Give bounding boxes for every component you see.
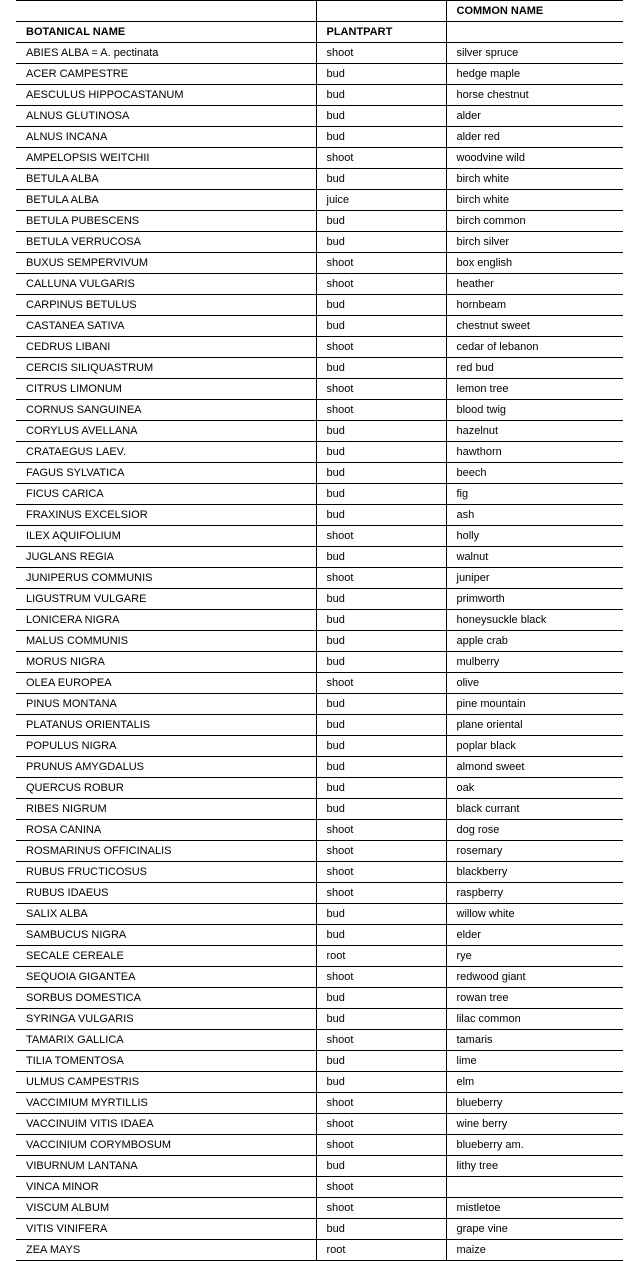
common-name-cell: plane oriental [446, 715, 623, 736]
common-name-cell: pine mountain [446, 694, 623, 715]
common-name-cell: poplar black [446, 736, 623, 757]
plantpart-cell: shoot [316, 526, 446, 547]
common-name-cell: black currant [446, 799, 623, 820]
table-row [16, 106, 623, 127]
common-name-cell: rye [446, 946, 623, 967]
common-name-cell: rosemary [446, 841, 623, 862]
botanical-name-cell: CASTANEA SATIVA [16, 316, 316, 337]
botanical-name-cell: ROSA CANINA [16, 820, 316, 841]
common-name-cell: blood twig [446, 400, 623, 421]
botanical-name-cell: SALIX ALBA [16, 904, 316, 925]
table-row [16, 337, 623, 358]
plantpart-cell: bud [316, 736, 446, 757]
plantpart-cell: bud [316, 64, 446, 85]
plant-table [16, 0, 623, 1261]
botanical-name-cell: BETULA ALBA [16, 169, 316, 190]
plantpart-cell: bud [316, 1219, 446, 1240]
common-name-cell: hazelnut [446, 421, 623, 442]
botanical-name-cell: LONICERA NIGRA [16, 610, 316, 631]
table-row [16, 358, 623, 379]
table-row [16, 253, 623, 274]
table-row [16, 316, 623, 337]
botanical-name-cell: POPULUS NIGRA [16, 736, 316, 757]
common-name-cell: red bud [446, 358, 623, 379]
botanical-name-cell: BUXUS SEMPERVIVUM [16, 253, 316, 274]
table-row [16, 1240, 623, 1261]
table-row [16, 547, 623, 568]
common-name-cell: blueberry am. [446, 1135, 623, 1156]
common-name-cell: cedar of lebanon [446, 337, 623, 358]
table-row [16, 715, 623, 736]
table-row [16, 379, 623, 400]
plantpart-cell: bud [316, 1051, 446, 1072]
common-name-header: COMMON NAME [446, 1, 623, 22]
common-name-cell: lemon tree [446, 379, 623, 400]
table-row [16, 631, 623, 652]
botanical-name-cell: SECALE CEREALE [16, 946, 316, 967]
plantpart-cell: bud [316, 85, 446, 106]
plantpart-cell: bud [316, 106, 446, 127]
table-row [16, 841, 623, 862]
table-row [16, 1114, 623, 1135]
common-name-cell: alder [446, 106, 623, 127]
plantpart-cell: shoot [316, 253, 446, 274]
common-name-cell: alder red [446, 127, 623, 148]
common-name-cell: ash [446, 505, 623, 526]
table-row [16, 400, 623, 421]
table-row [16, 442, 623, 463]
table-row [16, 211, 623, 232]
table-row [16, 673, 623, 694]
common-name-cell: primworth [446, 589, 623, 610]
plantpart-cell: bud [316, 211, 446, 232]
plantpart-cell: bud [316, 547, 446, 568]
table-row [16, 883, 623, 904]
table-row [16, 64, 623, 85]
botanical-name-cell: RIBES NIGRUM [16, 799, 316, 820]
botanical-name-cell: SEQUOIA GIGANTEA [16, 967, 316, 988]
botanical-name-cell: OLEA EUROPEA [16, 673, 316, 694]
plantpart-cell: shoot [316, 274, 446, 295]
header-top-name-cell [16, 1, 316, 22]
botanical-name-cell: TAMARIX GALLICA [16, 1030, 316, 1051]
header-top-part-cell [316, 1, 446, 22]
botanical-name-cell: MALUS COMMUNIS [16, 631, 316, 652]
botanical-name-cell: VACCIMIUM MYRTILLIS [16, 1093, 316, 1114]
botanical-name-cell: PLATANUS ORIENTALIS [16, 715, 316, 736]
botanical-name-cell: TILIA TOMENTOSA [16, 1051, 316, 1072]
botanical-name-cell: AMPELOPSIS WEITCHII [16, 148, 316, 169]
botanical-name-cell: BETULA PUBESCENS [16, 211, 316, 232]
botanical-name-cell: SORBUS DOMESTICA [16, 988, 316, 1009]
botanical-name-cell: PRUNUS AMYGDALUS [16, 757, 316, 778]
botanical-name-cell: CORNUS SANGUINEA [16, 400, 316, 421]
plantpart-cell: shoot [316, 43, 446, 64]
common-name-cell: fig [446, 484, 623, 505]
table-row [16, 1177, 623, 1198]
botanical-name-cell: ABIES ALBA = A. pectinata [16, 43, 316, 64]
common-name-cell: birch white [446, 169, 623, 190]
plantpart-cell: shoot [316, 673, 446, 694]
plantpart-cell: root [316, 946, 446, 967]
botanical-name-cell: FRAXINUS EXCELSIOR [16, 505, 316, 526]
plantpart-cell: shoot [316, 337, 446, 358]
botanical-name-cell: CEDRUS LIBANI [16, 337, 316, 358]
header-common-cell [446, 22, 623, 43]
botanical-name-cell: ALNUS GLUTINOSA [16, 106, 316, 127]
plantpart-cell: bud [316, 610, 446, 631]
common-name-cell: heather [446, 274, 623, 295]
botanical-name-cell: CERCIS SILIQUASTRUM [16, 358, 316, 379]
table-row [16, 1198, 623, 1219]
botanical-name-cell: BETULA ALBA [16, 190, 316, 211]
botanical-name-cell: ULMUS CAMPESTRIS [16, 1072, 316, 1093]
plantpart-cell: shoot [316, 400, 446, 421]
common-name-cell: redwood giant [446, 967, 623, 988]
table-row [16, 799, 623, 820]
common-name-cell: chestnut sweet [446, 316, 623, 337]
plantpart-cell: shoot [316, 1114, 446, 1135]
common-name-cell: birch white [446, 190, 623, 211]
common-name-cell: hedge maple [446, 64, 623, 85]
plantpart-cell: root [316, 1240, 446, 1261]
common-name-cell: horse chestnut [446, 85, 623, 106]
plant-table-body [16, 1, 623, 1261]
common-name-cell: elm [446, 1072, 623, 1093]
plantpart-cell: bud [316, 1072, 446, 1093]
plantpart-cell: shoot [316, 148, 446, 169]
table-row [16, 127, 623, 148]
table-row [16, 526, 623, 547]
common-name-cell: almond sweet [446, 757, 623, 778]
common-name-cell: lithy tree [446, 1156, 623, 1177]
common-name-cell: woodvine wild [446, 148, 623, 169]
botanical-name-cell: QUERCUS ROBUR [16, 778, 316, 799]
table-row [16, 232, 623, 253]
common-name-cell: box english [446, 253, 623, 274]
common-name-cell: hornbeam [446, 295, 623, 316]
plantpart-cell: bud [316, 442, 446, 463]
plantpart-cell: bud [316, 505, 446, 526]
table-row [16, 1051, 623, 1072]
common-name-cell: honeysuckle black [446, 610, 623, 631]
common-name-cell [446, 1177, 623, 1198]
plantpart-cell: bud [316, 484, 446, 505]
common-name-cell: grape vine [446, 1219, 623, 1240]
table-header-row [16, 22, 623, 43]
plantpart-cell: bud [316, 652, 446, 673]
botanical-name-cell: JUNIPERUS COMMUNIS [16, 568, 316, 589]
table-row [16, 190, 623, 211]
common-name-cell: lime [446, 1051, 623, 1072]
botanical-name-cell: MORUS NIGRA [16, 652, 316, 673]
table-row [16, 967, 623, 988]
common-name-cell: olive [446, 673, 623, 694]
table-row [16, 694, 623, 715]
table-row [16, 484, 623, 505]
table-row [16, 862, 623, 883]
table-row [16, 421, 623, 442]
table-row [16, 43, 623, 64]
common-name-cell: birch common [446, 211, 623, 232]
table-row [16, 1030, 623, 1051]
table-row [16, 1072, 623, 1093]
common-name-cell: willow white [446, 904, 623, 925]
plantpart-cell: shoot [316, 1198, 446, 1219]
plantpart-cell: shoot [316, 862, 446, 883]
plantpart-cell: bud [316, 694, 446, 715]
botanical-name-cell: VISCUM ALBUM [16, 1198, 316, 1219]
botanical-name-cell: VACCINIUM CORYMBOSUM [16, 1135, 316, 1156]
botanical-name-cell: RUBUS IDAEUS [16, 883, 316, 904]
table-row [16, 778, 623, 799]
botanical-name-cell: SYRINGA VULGARIS [16, 1009, 316, 1030]
common-name-cell: juniper [446, 568, 623, 589]
table-row [16, 85, 623, 106]
common-name-cell: maize [446, 1240, 623, 1261]
table-row [16, 295, 623, 316]
plantpart-cell: bud [316, 631, 446, 652]
common-name-cell: raspberry [446, 883, 623, 904]
common-name-cell: apple crab [446, 631, 623, 652]
common-name-cell: blueberry [446, 1093, 623, 1114]
plantpart-cell: shoot [316, 568, 446, 589]
botanical-name-cell: CITRUS LIMONUM [16, 379, 316, 400]
table-row [16, 1093, 623, 1114]
table-row [16, 820, 623, 841]
plantpart-cell: bud [316, 1156, 446, 1177]
botanical-name-cell: VIBURNUM LANTANA [16, 1156, 316, 1177]
table-row [16, 589, 623, 610]
common-name-cell: mistletoe [446, 1198, 623, 1219]
common-name-cell: tamaris [446, 1030, 623, 1051]
plantpart-cell: shoot [316, 967, 446, 988]
plantpart-cell: shoot [316, 841, 446, 862]
plantpart-cell: bud [316, 715, 446, 736]
plantpart-cell: shoot [316, 1135, 446, 1156]
table-row [16, 1135, 623, 1156]
plantpart-cell: bud [316, 169, 446, 190]
botanical-name-cell: FAGUS SYLVATICA [16, 463, 316, 484]
plantpart-header: PLANTPART [316, 22, 446, 43]
common-name-cell: rowan tree [446, 988, 623, 1009]
botanical-name-cell: ILEX AQUIFOLIUM [16, 526, 316, 547]
botanical-name-cell: ACER CAMPESTRE [16, 64, 316, 85]
plantpart-cell: shoot [316, 883, 446, 904]
plantpart-cell: bud [316, 232, 446, 253]
botanical-name-cell: PINUS MONTANA [16, 694, 316, 715]
table-row [16, 904, 623, 925]
plantpart-cell: bud [316, 925, 446, 946]
botanical-name-cell: CARPINUS BETULUS [16, 295, 316, 316]
botanical-name-cell: LIGUSTRUM VULGARE [16, 589, 316, 610]
botanical-name-cell: CRATAEGUS LAEV. [16, 442, 316, 463]
common-name-cell: silver spruce [446, 43, 623, 64]
common-name-cell: holly [446, 526, 623, 547]
table-row [16, 169, 623, 190]
plantpart-cell: shoot [316, 379, 446, 400]
common-name-cell: hawthorn [446, 442, 623, 463]
table-row [16, 757, 623, 778]
plantpart-cell: bud [316, 988, 446, 1009]
common-name-cell: mulberry [446, 652, 623, 673]
common-name-cell: beech [446, 463, 623, 484]
botanical-name-header: BOTANICAL NAME [16, 22, 316, 43]
table-row [16, 568, 623, 589]
plantpart-cell: bud [316, 904, 446, 925]
plantpart-cell: bud [316, 316, 446, 337]
table-row [16, 925, 623, 946]
common-name-cell: lilac common [446, 1009, 623, 1030]
table-row [16, 274, 623, 295]
common-name-cell: wine berry [446, 1114, 623, 1135]
table-header-row-top [16, 1, 623, 22]
botanical-name-cell: CALLUNA VULGARIS [16, 274, 316, 295]
table-row [16, 610, 623, 631]
botanical-name-cell: FICUS CARICA [16, 484, 316, 505]
table-row [16, 736, 623, 757]
table-row [16, 988, 623, 1009]
table-row [16, 1156, 623, 1177]
botanical-name-cell: ALNUS INCANA [16, 127, 316, 148]
plantpart-cell: bud [316, 295, 446, 316]
botanical-name-cell: VITIS VINIFERA [16, 1219, 316, 1240]
plantpart-cell: shoot [316, 1093, 446, 1114]
botanical-name-cell: JUGLANS REGIA [16, 547, 316, 568]
table-row [16, 1219, 623, 1240]
common-name-cell: walnut [446, 547, 623, 568]
plantpart-cell: shoot [316, 1177, 446, 1198]
common-name-cell: blackberry [446, 862, 623, 883]
plantpart-cell: bud [316, 127, 446, 148]
table-row [16, 148, 623, 169]
plantpart-cell: shoot [316, 820, 446, 841]
plantpart-cell: bud [316, 358, 446, 379]
common-name-cell: oak [446, 778, 623, 799]
botanical-name-cell: VACCINUIM VITIS IDAEA [16, 1114, 316, 1135]
common-name-cell: dog rose [446, 820, 623, 841]
table-row [16, 505, 623, 526]
plantpart-cell: bud [316, 1009, 446, 1030]
table-row [16, 1009, 623, 1030]
plantpart-cell: shoot [316, 1030, 446, 1051]
table-row [16, 463, 623, 484]
botanical-name-cell: AESCULUS HIPPOCASTANUM [16, 85, 316, 106]
plantpart-cell: bud [316, 778, 446, 799]
plantpart-cell: bud [316, 421, 446, 442]
botanical-name-cell: VINCA MINOR [16, 1177, 316, 1198]
common-name-cell: birch silver [446, 232, 623, 253]
plantpart-cell: bud [316, 799, 446, 820]
botanical-name-cell: ZEA MAYS [16, 1240, 316, 1261]
common-name-cell: elder [446, 925, 623, 946]
table-row [16, 652, 623, 673]
botanical-name-cell: CORYLUS AVELLANA [16, 421, 316, 442]
botanical-name-cell: ROSMARINUS OFFICINALIS [16, 841, 316, 862]
plantpart-cell: juice [316, 190, 446, 211]
botanical-name-cell: SAMBUCUS NIGRA [16, 925, 316, 946]
botanical-name-cell: BETULA VERRUCOSA [16, 232, 316, 253]
plantpart-cell: bud [316, 589, 446, 610]
botanical-name-cell: RUBUS FRUCTICOSUS [16, 862, 316, 883]
plantpart-cell: bud [316, 463, 446, 484]
plantpart-cell: bud [316, 757, 446, 778]
table-row [16, 946, 623, 967]
